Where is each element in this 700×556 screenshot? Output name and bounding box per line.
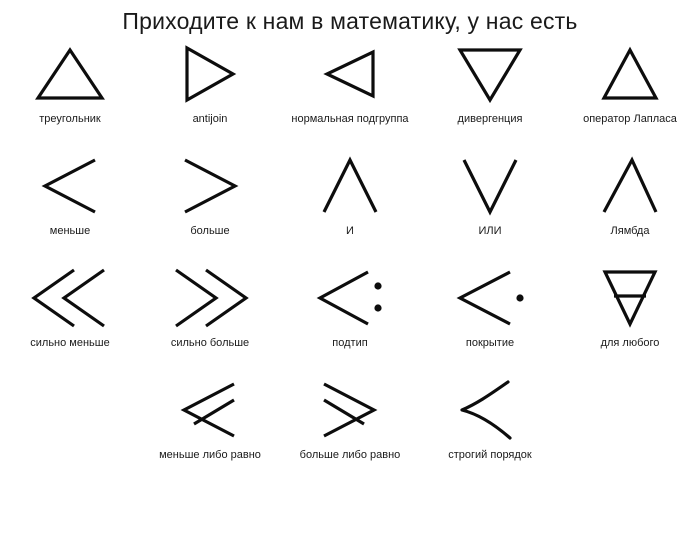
much-greater-than-icon [168, 259, 252, 337]
symbol-cell[interactable] [560, 147, 700, 259]
symbol-caption: больше [190, 225, 230, 237]
symbol-caption: antijoin [192, 113, 228, 125]
symbol-caption: строгий порядок [448, 449, 532, 461]
symbol-cell[interactable] [140, 147, 280, 259]
symbol-cell[interactable] [560, 259, 700, 371]
symbol-cell[interactable] [420, 259, 560, 371]
symbol-grid [0, 35, 700, 483]
caret-down-icon [458, 147, 522, 225]
triangle-down-icon [454, 35, 526, 113]
symbol-row [0, 35, 700, 147]
symbol-cell[interactable] [140, 35, 280, 147]
symbol-cell[interactable] [280, 147, 420, 259]
symbol-caption: сильно больше [170, 337, 250, 349]
symbol-cell[interactable] [420, 35, 560, 147]
symbol-cell[interactable] [140, 259, 280, 371]
symbol-cell[interactable] [0, 147, 140, 259]
for-all-icon [597, 259, 663, 337]
less-than-icon [35, 147, 105, 225]
less-or-equal-icon [172, 371, 248, 449]
symbol-caption: меньше [49, 225, 91, 237]
strict-order-icon [452, 371, 528, 449]
symbol-cell[interactable] [560, 35, 700, 147]
symbol-cell[interactable] [280, 259, 420, 371]
triangle-left-icon [319, 35, 381, 113]
symbol-caption: больше либо равно [299, 449, 401, 461]
symbol-cell[interactable] [0, 259, 140, 371]
symbol-caption: подтип [332, 337, 368, 349]
greater-than-icon [175, 147, 245, 225]
symbol-caption: Лямбда [610, 225, 650, 237]
subtype-icon [312, 259, 388, 337]
greater-or-equal-icon [312, 371, 388, 449]
symbol-cell[interactable] [280, 371, 420, 483]
symbol-caption: меньше либо равно [159, 449, 261, 461]
symbol-cell[interactable] [0, 35, 140, 147]
symbol-caption: ИЛИ [478, 225, 502, 237]
symbol-cell[interactable] [420, 371, 560, 483]
symbol-caption: дивергенция [457, 113, 523, 125]
symbol-cell[interactable] [420, 147, 560, 259]
triangle-up-icon [30, 35, 110, 113]
symbol-caption: покрытие [465, 337, 515, 349]
symbol-caption: сильно меньше [30, 337, 110, 349]
symbol-caption: И [346, 225, 354, 237]
symbol-cell[interactable] [140, 371, 280, 483]
symbol-caption: треугольник [39, 113, 101, 125]
page-title: Приходите к нам в математику, у нас есть [122, 8, 578, 34]
symbol-row [0, 147, 700, 259]
symbol-caption: нормальная подгруппа [291, 113, 409, 125]
symbol-row [0, 259, 700, 371]
covering-icon [452, 259, 528, 337]
triangle-right-icon [179, 35, 241, 113]
lambda-icon [598, 147, 662, 225]
caret-up-icon [318, 147, 382, 225]
triangle-up-narrow-icon [596, 35, 664, 113]
symbol-caption: оператор Лапласа [583, 113, 677, 125]
symbol-row [0, 371, 700, 483]
much-less-than-icon [28, 259, 112, 337]
symbol-cell[interactable] [280, 35, 420, 147]
symbol-caption: для любого [600, 337, 660, 349]
